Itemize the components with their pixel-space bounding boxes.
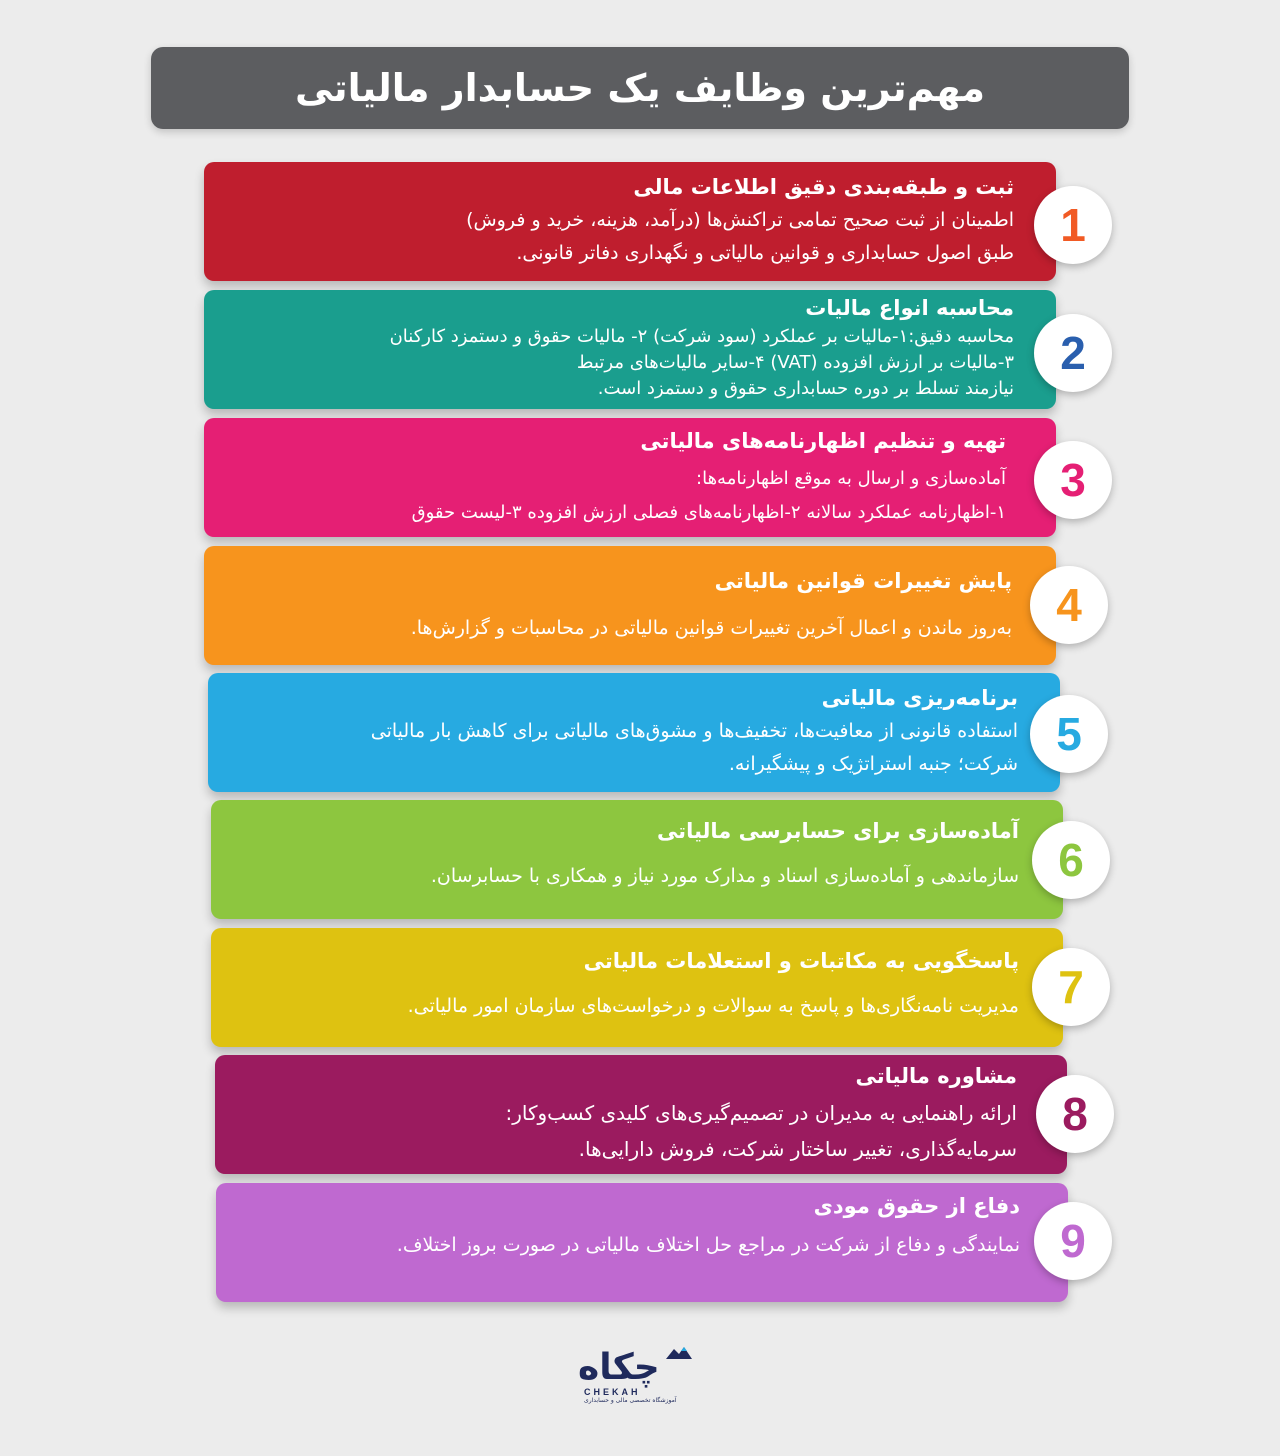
card-3-title: تهیه و تنظیم اظهارنامه‌های مالیاتی [640, 429, 1006, 453]
card-9-title: دفاع از حقوق مودی [813, 1194, 1020, 1218]
card-8-text [215, 1059, 1017, 1167]
card-5-title: برنامه‌ریزی مالیاتی [821, 686, 1018, 710]
number-badge-6: 6 [1032, 821, 1110, 899]
card-5-text [208, 681, 1018, 781]
card-4 [204, 546, 1056, 665]
card-3-text [204, 424, 1006, 530]
card-2-desc: محاسبه دقیق:۱-مالیات بر عملکرد (سود شرکت) ۲- مالیات حقوق و دستمزد کارکنان ۳-مالیات بر ارزش افزوده (VAT) ۴-سایر مالیات‌های مرتبط نیازمند تسلط بر دوره حسابداری حقوق و دستمزد است. [389, 326, 1014, 399]
number-badge-7: 7 [1032, 948, 1110, 1026]
card-5-desc: استفاده قانونی از معافیت‌ها، تخفیف‌ها و مشوق‌های مالیاتی برای کاهش بار مالیاتی شرکت؛ جنبه استراتژیک و پیشگیرانه. [370, 720, 1018, 775]
number-badge-9: 9 [1034, 1202, 1112, 1280]
card-4-title: پایش تغییرات قوانین مالیاتی [714, 569, 1012, 593]
card-4-desc: به‌روز ماندن و اعمال آخرین تغییرات قوانین مالیاتی در محاسبات و گزارش‌ها. [410, 617, 1012, 639]
card-8 [215, 1055, 1067, 1174]
card-9 [216, 1183, 1068, 1302]
number-badge-3: 3 [1034, 441, 1112, 519]
chekah-logo [578, 1345, 704, 1407]
card-5 [208, 673, 1060, 792]
card-4-text [204, 564, 1012, 645]
card-6-text [211, 814, 1019, 893]
card-8-desc: ارائه راهنمایی به مدیران در تصمیم‌گیری‌های کلیدی کسب‌وکار: سرمایه‌گذاری، تغییر ساختار شرکت، فروش دارایی‌ها. [505, 1101, 1017, 1161]
card-7 [211, 928, 1063, 1047]
card-9-desc: نمایندگی و دفاع از شرکت در مراجع حل اختلاف مالیاتی در صورت بروز اختلاف. [396, 1234, 1020, 1256]
number-badge-5: 5 [1030, 695, 1108, 773]
card-1 [204, 162, 1056, 281]
logo-tagline: آموزشگاه تخصصی مالی و حسابداری [584, 1397, 677, 1404]
card-2 [204, 290, 1056, 409]
card-6-desc: سازماندهی و آماده‌سازی اسناد و مدارک مورد نیاز و همکاری با حسابرسان. [430, 865, 1019, 887]
card-3-desc: آماده‌سازی و ارسال به موقع اظهارنامه‌ها: ۱-اظهارنامه عملکرد سالانه ۲-اظهارنامه‌های فصلی ارزش افزوده ۳-لیست حقوق [411, 468, 1006, 523]
title-bar [151, 47, 1129, 129]
number-badge-4: 4 [1030, 566, 1108, 644]
page-title: مهم‌ترین وظایف یک حسابدار مالیاتی [294, 66, 986, 110]
card-8-title: مشاوره مالیاتی [855, 1064, 1017, 1088]
card-6-title: آماده‌سازی برای حسابرسی مالیاتی [656, 819, 1019, 843]
card-7-title: پاسخگویی به مکاتبات و استعلامات مالیاتی [583, 949, 1019, 973]
number-badge-2: 2 [1034, 314, 1112, 392]
logo-latin: CHEKAH [584, 1387, 641, 1397]
card-2-text [204, 292, 1014, 402]
card-9-text [216, 1189, 1020, 1262]
card-7-desc: مدیریت نامه‌نگاری‌ها و پاسخ به سوالات و درخواست‌های سازمان امور مالیاتی. [407, 995, 1019, 1017]
logo-mark: چکاه [578, 1347, 660, 1388]
card-1-text [204, 170, 1014, 270]
number-badge-8: 8 [1036, 1075, 1114, 1153]
card-3 [204, 418, 1056, 537]
card-7-text [191, 944, 1019, 1023]
number-badge-1: 1 [1034, 186, 1112, 264]
card-6 [211, 800, 1063, 919]
logo-mountain-icon [664, 1345, 694, 1361]
card-1-title: ثبت و طبقه‌بندی دقیق اطلاعات مالی [633, 175, 1014, 199]
card-2-title: محاسبه انواع مالیات [805, 296, 1014, 320]
card-1-desc: اطمینان از ثبت صحیح تمامی تراکنش‌ها (درآمد، هزینه، خرید و فروش) طبق اصول حسابداری و قوانین مالیاتی و نگهداری دفاتر قانونی. [466, 209, 1014, 264]
